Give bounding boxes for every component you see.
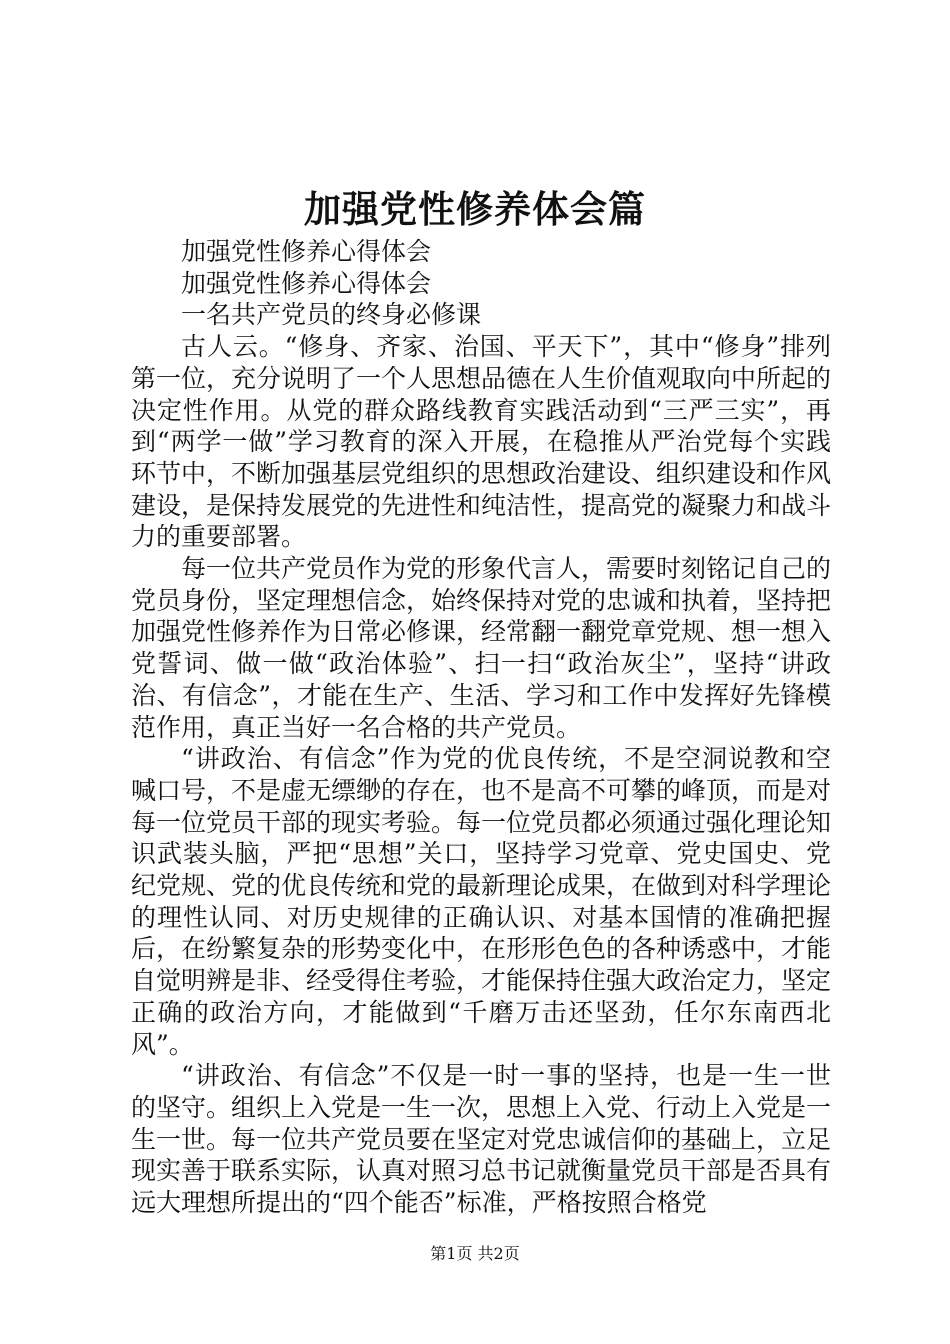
paragraph: “讲政治、有信念”作为党的优良传统，不是空洞说教和空喊口号，不是虚无缥缈的存在，也不是高不可攀的峰顶，而是对每一位党员干部的现实考验。每一位党员都必须通过强化理论知识武装头脑，严把“思想”关口，坚持学习党章、党史国史、党纪党规、党的优良传统和党的最新理论成果，在做到对科学理论的理性认同、对历史规律的正确认识、对基本国情的准确把握后，在纷繁复杂的形势变化中，在形形色色的各种诱惑中，才能自觉明辨是非、经受得住考验，才能保持住强大政治定力，坚定正确的政治方向，才能做到“千磨万击还坚劲，任尔东南西北风”。: [131, 744, 832, 1059]
paragraph: 每一位共产党员作为党的形象代言人，需要时刻铭记自己的党员身份，坚定理想信念，始终保持对党的忠诚和执着，坚持把加强党性修养作为日常必修课，经常翻一翻党章党规、想一想入党誓词、做一做“政治体验”、扫一扫“政治灰尘”，坚持“讲政治、有信念”，才能在生产、生活、学习和工作中发挥好先锋模范作用，真正当好一名合格的共产党员。: [131, 554, 832, 742]
paragraph: 古人云。“修身、齐家、治国、平天下”，其中“修身”排列第一位，充分说明了一个人思想品德在人生价值观取向中所起的决定性作用。从党的群众路线教育实践活动到“三严三实”，再到“两学一做”学习教育的深入开展，在稳推从严治党每个实践环节中，不断加强基层党组织的思想政治建设、组织建设和作风建设，是保持发展党的先进性和纯洁性，提高党的凝聚力和战斗力的重要部署。: [131, 332, 832, 552]
intro-line: 一名共产党员的终身必修课: [181, 300, 482, 330]
document-title: 加强党性修养体会篇: [304, 187, 646, 231]
page-footer: 第1页 共2页: [430, 1244, 520, 1263]
paragraph: “讲政治、有信念”不仅是一时一事的坚持，也是一生一世的坚守。组织上入党是一生一次，思想上入党、行动上入党是一生一世。每一位共产党员要在坚定对党忠诚信仰的基础上，立足现实善于联系实际，认真对照习总书记就衡量党员干部是否具有远大理想所提出的“四个能否”标准，严格按照合格党: [131, 1061, 832, 1218]
intro-line: 加强党性修养心得体会: [181, 237, 432, 266]
intro-line: 加强党性修养心得体会: [181, 268, 432, 298]
document-body: [131, 236, 831, 1219]
